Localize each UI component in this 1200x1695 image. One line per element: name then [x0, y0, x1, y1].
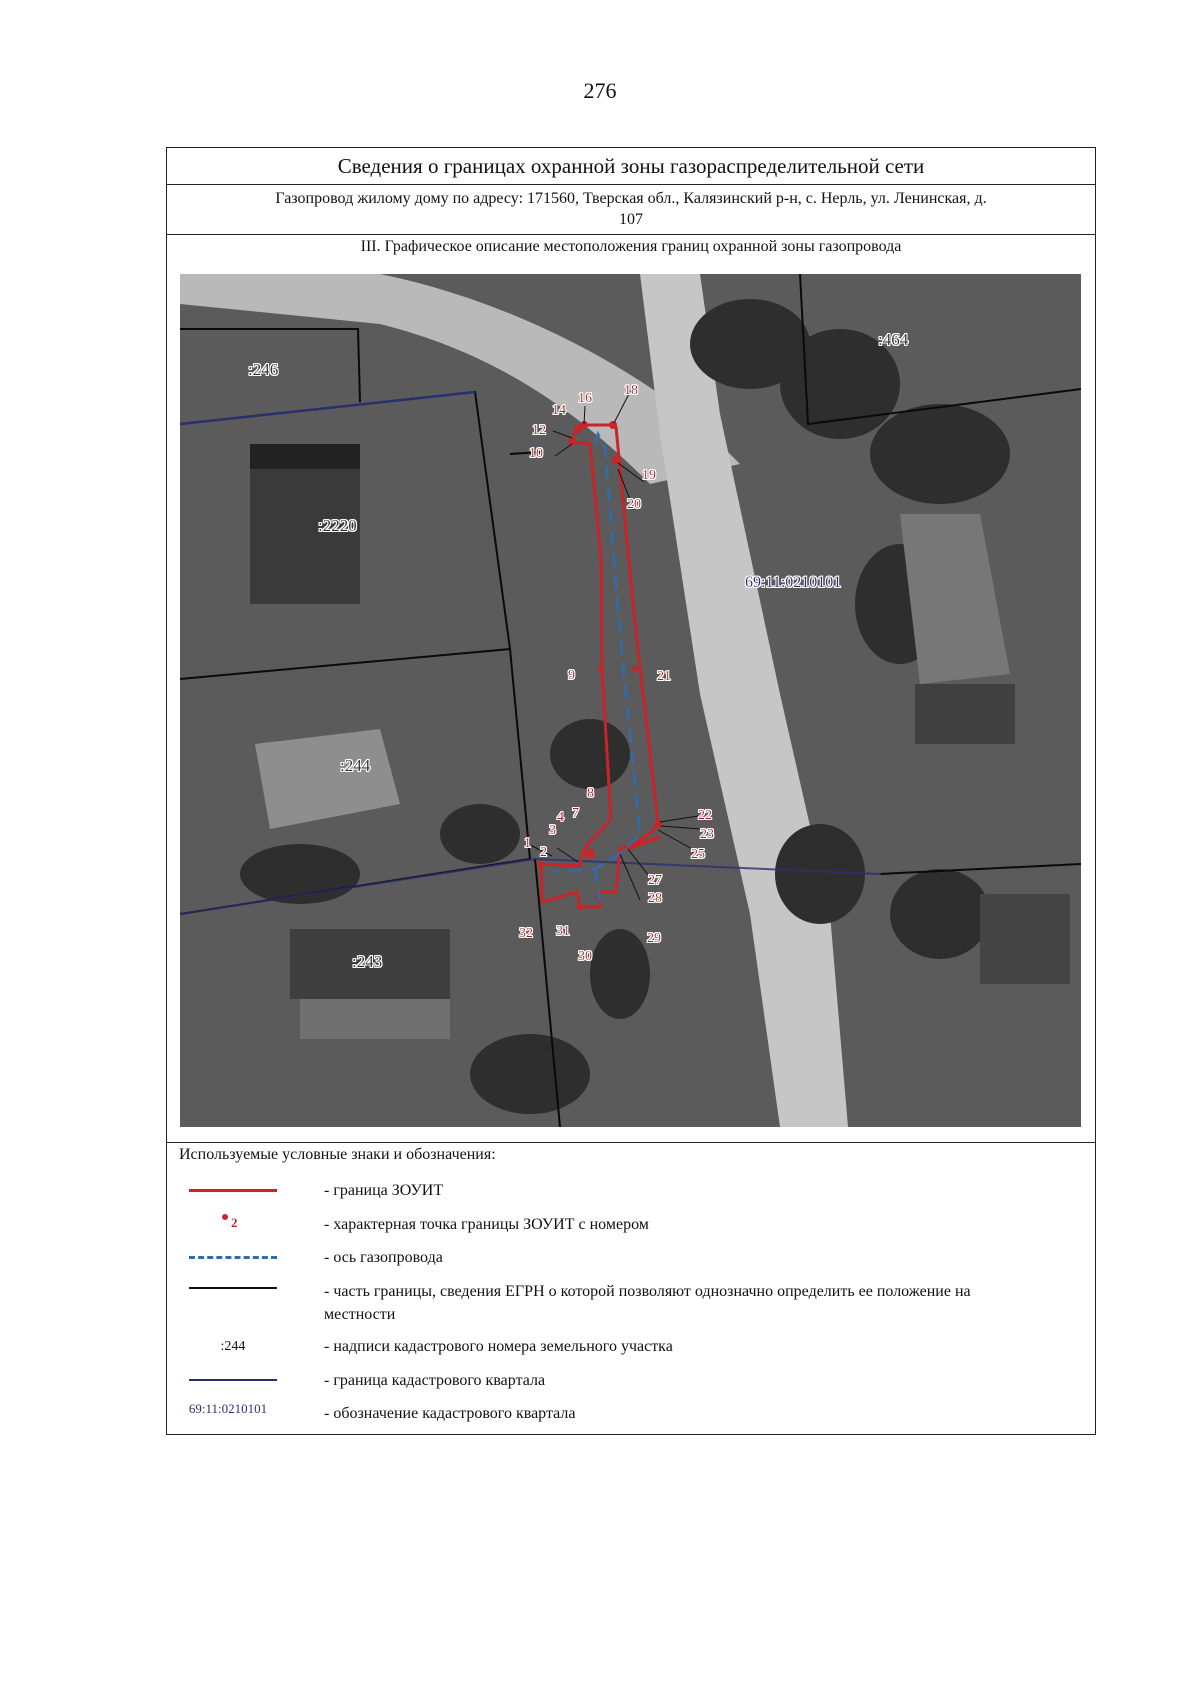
- legend-item-zone-point: [167, 1209, 1095, 1239]
- document-title: Сведения о границах охранной зоны газораспределительной сети: [167, 148, 1095, 185]
- legend-text: - часть границы, сведения ЕГРН о которой позволяют однозначно определить ее положение на местности: [324, 1283, 971, 1323]
- svg-text:3: 3: [549, 823, 556, 838]
- object-description: [167, 185, 1095, 235]
- svg-text:4: 4: [557, 810, 564, 825]
- legend-title: Используемые условные знаки и обозначения:: [179, 1146, 496, 1163]
- legend-item-quarter-boundary: [167, 1365, 1095, 1395]
- legend-item-parcel-number: [167, 1331, 1095, 1361]
- legend-text: - граница ЗОУИТ: [324, 1182, 444, 1199]
- legend-text: - обозначение кадастрового квартала: [324, 1405, 576, 1422]
- map-aerial-image: [180, 274, 1081, 1127]
- section-title: III. Графическое описание местоположения границ охранной зоны газопровода: [360, 238, 902, 255]
- legend-item-egrn-boundary: [167, 1276, 1095, 1326]
- legend-text: - граница кадастрового квартала: [324, 1372, 546, 1389]
- legend-item-gas-axis: [167, 1242, 1095, 1272]
- svg-text:27: 27: [648, 873, 662, 888]
- legend-symbol-red-point: 2: [189, 1209, 277, 1239]
- parcel-label: :2220: [318, 516, 357, 535]
- legend-symbol-parcel-label: :244: [220, 1339, 246, 1354]
- legend-item-zone-boundary: [167, 1175, 1095, 1205]
- svg-text:7: 7: [572, 806, 579, 821]
- parcel-label: :464: [878, 330, 909, 349]
- svg-text:30: 30: [578, 949, 592, 964]
- legend-text: - ось газопровода: [324, 1249, 443, 1266]
- legend-text: - характерная точка границы ЗОУИТ с номером: [324, 1216, 649, 1233]
- svg-text:2: 2: [540, 845, 547, 860]
- svg-text:12: 12: [532, 423, 546, 438]
- parcel-label: :246: [248, 360, 279, 379]
- svg-text:16: 16: [578, 391, 592, 406]
- page-number: 276: [583, 78, 617, 103]
- svg-text:14: 14: [552, 403, 566, 418]
- svg-text:22: 22: [698, 808, 712, 823]
- parcel-label: :244: [340, 756, 371, 775]
- legend-symbol-blue-line: [189, 1365, 277, 1395]
- legend-symbol-red-line: [189, 1175, 277, 1205]
- svg-text:32: 32: [519, 926, 533, 941]
- svg-text:20: 20: [627, 497, 641, 512]
- legend-symbol-blue-dashed: [189, 1242, 277, 1272]
- svg-text:1: 1: [524, 836, 531, 851]
- legend-symbol-quarter-label: 69:11:0210101: [188, 1401, 268, 1416]
- legend-separator: [167, 1142, 1095, 1143]
- svg-text:9: 9: [568, 668, 575, 683]
- svg-text:10: 10: [529, 446, 543, 461]
- legend-symbol-black-line: [189, 1276, 277, 1306]
- svg-text:19: 19: [642, 468, 656, 483]
- svg-text:25: 25: [691, 847, 705, 862]
- parcel-label: :243: [352, 952, 383, 971]
- legend-text: - надписи кадастрового номера земельного участка: [324, 1338, 673, 1355]
- svg-text:28: 28: [648, 891, 662, 906]
- document-frame: [166, 147, 1096, 1435]
- quarter-label: 69:11:0210101: [745, 574, 842, 591]
- object-line-1: Газопровод жилому дому по адресу: 171560, Тверская обл., Калязинский р-н, с. Нерль, ул. Ленинская, д.: [275, 190, 987, 207]
- legend-item-quarter-label: [167, 1398, 1095, 1428]
- svg-text:31: 31: [556, 924, 570, 939]
- svg-text:23: 23: [700, 827, 714, 842]
- svg-text:18: 18: [624, 383, 638, 398]
- svg-text:29: 29: [647, 931, 661, 946]
- svg-text:21: 21: [657, 669, 671, 684]
- object-line-2: 107: [619, 211, 643, 228]
- svg-text:8: 8: [587, 786, 594, 801]
